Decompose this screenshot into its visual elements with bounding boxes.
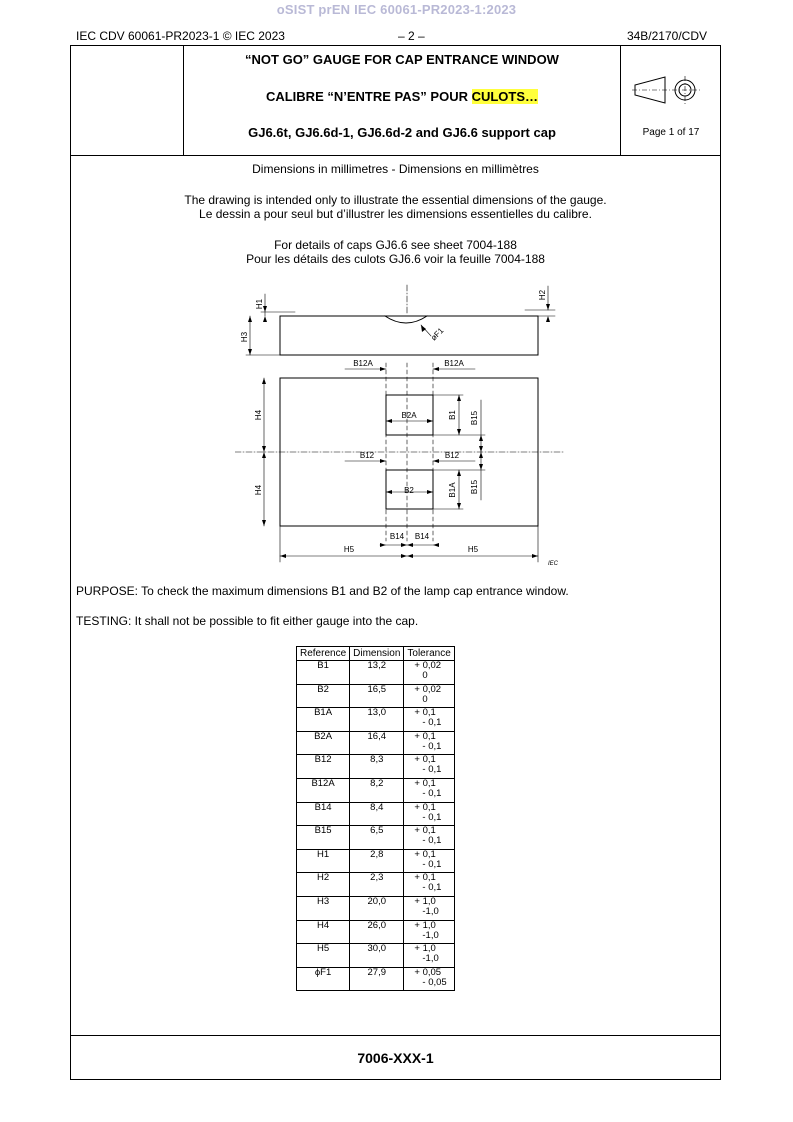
sheet-number: 7006-XXX-1 bbox=[357, 1050, 434, 1066]
details-french: Pour les détails des culots GJ6.6 voir la feuille 7004-188 bbox=[246, 252, 545, 266]
tolerance-plus: + 1,0 bbox=[414, 943, 436, 955]
cell-tolerance bbox=[404, 731, 454, 755]
table-row bbox=[297, 967, 455, 991]
cell-dimension: 16,5 bbox=[350, 684, 404, 708]
cell-reference: H4 bbox=[297, 920, 350, 944]
tolerance-minus: -1,0 bbox=[422, 929, 439, 941]
tolerance-minus: -1,0 bbox=[422, 905, 439, 917]
cell-reference: H2 bbox=[297, 873, 350, 897]
tolerance-minus: - 0,1 bbox=[422, 858, 442, 870]
title-french bbox=[184, 89, 620, 104]
table-row bbox=[297, 920, 455, 944]
title-block-divider bbox=[70, 155, 721, 156]
tolerance-minus: 0 bbox=[422, 670, 428, 681]
tolerance-minus: - 0,1 bbox=[422, 764, 442, 776]
table-row bbox=[297, 661, 455, 685]
table-row bbox=[297, 755, 455, 779]
tolerance-minus: - 0,1 bbox=[422, 835, 442, 847]
table-row bbox=[297, 944, 455, 968]
tolerance-plus: + 0,1 bbox=[414, 872, 436, 884]
table-row bbox=[297, 896, 455, 920]
cell-reference: H5 bbox=[297, 944, 350, 968]
table-row bbox=[297, 873, 455, 897]
label-h5-right: H5 bbox=[467, 545, 479, 554]
title-french-prefix: CALIBRE “N’ENTRE PAS” POUR bbox=[265, 89, 472, 104]
cell-dimension: 2,3 bbox=[350, 873, 404, 897]
cell-dimension: 16,4 bbox=[350, 731, 404, 755]
gauge-drawing bbox=[235, 280, 565, 572]
tolerance-minus: - 0,05 bbox=[422, 976, 447, 988]
page-of-indicator: Page 1 of 17 bbox=[642, 127, 700, 138]
cell-reference: B14 bbox=[297, 802, 350, 826]
cell-reference: B1A bbox=[297, 708, 350, 732]
label-b2: B2 bbox=[404, 486, 414, 495]
label-b14-left: B14 bbox=[389, 532, 405, 541]
label-phi-f1: øF1 bbox=[429, 326, 446, 343]
label-b12a-right: B12A bbox=[444, 359, 464, 368]
tolerance-plus: + 1,0 bbox=[414, 895, 436, 907]
column-header-tolerance: Tolerance bbox=[404, 647, 454, 661]
tolerance-minus: 0 bbox=[422, 693, 428, 705]
tolerance-plus: + 0,1 bbox=[414, 825, 436, 837]
table-header-row bbox=[297, 647, 455, 661]
testing-text: TESTING: It shall not be possible to fit either gauge into the cap. bbox=[76, 614, 419, 628]
cell-tolerance bbox=[404, 684, 454, 708]
cell-tolerance bbox=[404, 755, 454, 779]
cell-tolerance bbox=[404, 661, 454, 685]
dimensions-note: Dimensions in millimetres - Dimensions en millimètres bbox=[252, 162, 539, 176]
title-french-highlight: CULOTS… bbox=[471, 89, 539, 104]
cell-reference: B1 bbox=[297, 661, 350, 685]
tolerance-plus: + 0,1 bbox=[414, 730, 436, 742]
cell-dimension: 30,0 bbox=[350, 944, 404, 968]
label-b12-right: B12 bbox=[444, 451, 460, 460]
label-b12-left: B12 bbox=[359, 451, 375, 460]
cell-reference: B12 bbox=[297, 755, 350, 779]
table-row bbox=[297, 731, 455, 755]
header-document-id: IEC CDV 60061-PR2023-1 © IEC 2023 bbox=[76, 29, 285, 43]
tolerance-plus: + 0,02 bbox=[414, 660, 442, 671]
label-b1: B1 bbox=[448, 410, 457, 420]
tolerance-plus: + 0,1 bbox=[414, 777, 436, 789]
dimensions-table bbox=[296, 646, 455, 991]
details-english: For details of caps GJ6.6 see sheet 7004-188 bbox=[274, 238, 517, 252]
table-row bbox=[297, 849, 455, 873]
cell-reference: B12A bbox=[297, 778, 350, 802]
purpose-text: PURPOSE: To check the maximum dimensions B1 and B2 of the lamp cap entrance window. bbox=[76, 584, 569, 598]
tolerance-plus: + 0,05 bbox=[414, 966, 442, 978]
intent-french: Le dessin a pour seul but d’illustrer les dimensions essentielles du calibre. bbox=[199, 207, 592, 221]
intent-english: The drawing is intended only to illustrate the essential dimensions of the gauge. bbox=[184, 193, 607, 207]
table-body bbox=[297, 661, 455, 991]
cell-reference: B2 bbox=[297, 684, 350, 708]
tolerance-plus: + 0,1 bbox=[414, 754, 436, 766]
tolerance-minus: - 0,1 bbox=[422, 811, 442, 823]
cell-tolerance bbox=[404, 896, 454, 920]
table-row bbox=[297, 778, 455, 802]
table-row bbox=[297, 684, 455, 708]
cell-tolerance bbox=[404, 849, 454, 873]
cell-tolerance bbox=[404, 944, 454, 968]
label-h4-upper: H4 bbox=[254, 409, 263, 421]
tolerance-minus: -1,0 bbox=[422, 953, 439, 965]
cell-dimension: 13,0 bbox=[350, 708, 404, 732]
label-h3: H3 bbox=[240, 331, 249, 343]
cell-reference: B2A bbox=[297, 731, 350, 755]
tolerance-minus: - 0,1 bbox=[422, 717, 442, 729]
cell-tolerance bbox=[404, 873, 454, 897]
column-header-dimension: Dimension bbox=[350, 647, 404, 661]
label-h2: H2 bbox=[538, 289, 547, 301]
label-b12a-left: B12A bbox=[353, 359, 373, 368]
header-page-number: – 2 – bbox=[398, 29, 425, 43]
label-b1a: B1A bbox=[448, 482, 457, 498]
cell-reference: H1 bbox=[297, 849, 350, 873]
label-b15-lower: B15 bbox=[470, 479, 479, 495]
cell-dimension: 26,0 bbox=[350, 920, 404, 944]
cell-dimension: 2,8 bbox=[350, 849, 404, 873]
cell-dimension: 6,5 bbox=[350, 826, 404, 850]
label-h5-left: H5 bbox=[343, 545, 355, 554]
cell-reference: ϕF1 bbox=[297, 967, 350, 991]
cell-tolerance bbox=[404, 708, 454, 732]
label-h4-lower: H4 bbox=[254, 484, 263, 496]
label-h1: H1 bbox=[255, 298, 264, 310]
tolerance-minus: - 0,1 bbox=[422, 740, 442, 752]
tolerance-plus: + 0,02 bbox=[414, 683, 442, 695]
label-b15-upper: B15 bbox=[470, 410, 479, 426]
tolerance-minus: - 0,1 bbox=[422, 787, 442, 799]
cell-tolerance bbox=[404, 920, 454, 944]
cell-dimension: 8,2 bbox=[350, 778, 404, 802]
table-row bbox=[297, 708, 455, 732]
tolerance-plus: + 0,1 bbox=[414, 707, 436, 719]
cap-gauge-symbol-icon bbox=[632, 70, 702, 110]
side-view-block bbox=[280, 316, 538, 355]
cell-dimension: 8,3 bbox=[350, 755, 404, 779]
column-header-reference: Reference bbox=[297, 647, 350, 661]
tolerance-plus: + 1,0 bbox=[414, 919, 436, 931]
cell-reference: B15 bbox=[297, 826, 350, 850]
header-committee-ref: 34B/2170/CDV bbox=[626, 29, 707, 43]
cell-dimension: 20,0 bbox=[350, 896, 404, 920]
cell-dimension: 27,9 bbox=[350, 967, 404, 991]
title-cap-types: GJ6.6t, GJ6.6d-1, GJ6.6d-2 and GJ6.6 support cap bbox=[248, 125, 556, 140]
tolerance-minus: - 0,1 bbox=[422, 882, 442, 894]
title-block bbox=[183, 45, 621, 155]
cell-tolerance bbox=[404, 826, 454, 850]
cell-dimension: 13,2 bbox=[350, 661, 404, 685]
cell-reference: H3 bbox=[297, 896, 350, 920]
table-row bbox=[297, 826, 455, 850]
cell-dimension: 8,4 bbox=[350, 802, 404, 826]
table-row bbox=[297, 802, 455, 826]
cell-tolerance bbox=[404, 778, 454, 802]
label-iec: IEC bbox=[548, 561, 559, 567]
cell-tolerance bbox=[404, 802, 454, 826]
label-b14-right: B14 bbox=[414, 532, 430, 541]
tolerance-plus: + 0,1 bbox=[414, 848, 436, 860]
cell-tolerance bbox=[404, 967, 454, 991]
title-english: “NOT GO” GAUGE FOR CAP ENTRANCE WINDOW bbox=[245, 52, 559, 67]
watermark: oSIST prEN IEC 60061-PR2023-1:2023 bbox=[276, 2, 517, 17]
tolerance-plus: + 0,1 bbox=[414, 801, 436, 813]
spherical-recess bbox=[385, 316, 427, 323]
footer-divider bbox=[70, 1035, 721, 1036]
label-b2a: B2A bbox=[401, 411, 417, 420]
